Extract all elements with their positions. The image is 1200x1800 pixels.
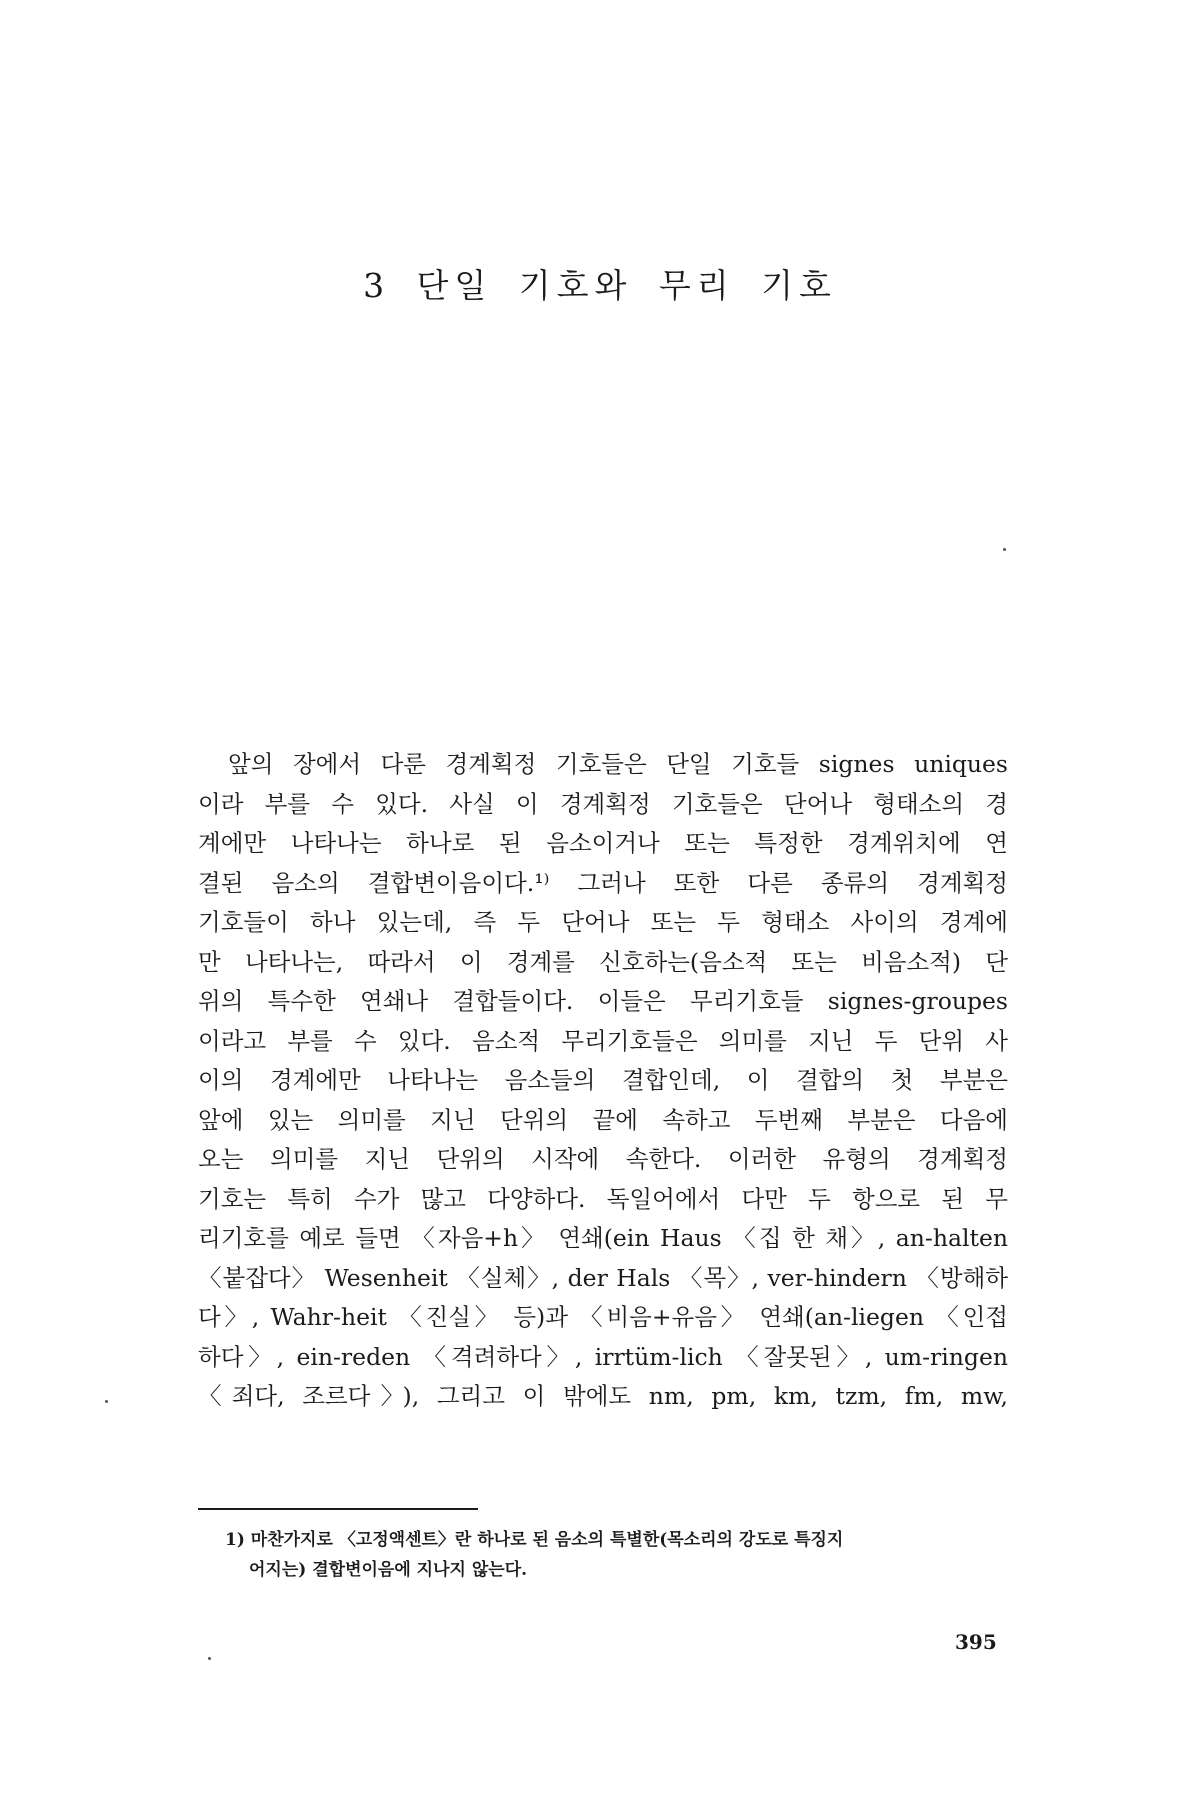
footnote-line: 1) 마찬가지로 〈고정액센트〉란 하나로 된 음소의 특별한(목소리의 강도로 특징지 — [225, 1530, 844, 1550]
body-line: 이라 부를 수 있다. 사실 이 경계획정 기호들은 단어나 형태소의 경 — [198, 789, 1008, 818]
body-line: 리기호를 예로 들면 〈자음+h〉 연쇄(ein Haus 〈집 한 채〉, an-halten — [198, 1224, 1008, 1252]
body-text — [198, 745, 1008, 1417]
scan-speck — [105, 1400, 108, 1403]
chapter-title: 3 단일 기호와 무리 기호 — [363, 266, 837, 306]
body-line: 〈붙잡다〉 Wesenheit 〈실체〉, der Hals 〈목〉, ver-hindern 〈방해하 — [198, 1263, 1008, 1292]
page-number: 395 — [955, 1630, 997, 1654]
body-line: 하다〉, ein-reden 〈격려하다〉, irrtüm-lich 〈잘못된〉, um-ringen — [198, 1342, 1008, 1371]
body-line: 기호는 특히 수가 많고 다양하다. 독일어에서 다만 두 항으로 된 무 — [198, 1184, 1008, 1213]
body-line: 기호들이 하나 있는데, 즉 두 단어나 또는 두 형태소 사이의 경계에 — [198, 908, 1008, 936]
body-line: 이라고 부를 수 있다. 음소적 무리기호들은 의미를 지닌 두 단위 사 — [198, 1026, 1008, 1055]
body-line: 〈죄다, 조르다〉), 그리고 이 밖에도 nm, pm, km, tzm, fm, mw, — [198, 1382, 1008, 1410]
footnotes — [225, 1525, 1005, 1585]
body-line: 위의 특수한 연쇄나 결합들이다. 이들은 무리기호들 signes-groupes — [198, 987, 1008, 1015]
scan-speck — [1003, 548, 1006, 551]
body-line: 오는 의미를 지닌 단위의 시작에 속한다. 이러한 유형의 경계획정 — [198, 1145, 1008, 1173]
body-line: 만 나타나는, 따라서 이 경계를 신호하는(음소적 또는 비음소적) 단 — [198, 947, 1008, 976]
body-line: 이의 경계에만 나타나는 음소들의 결합인데, 이 결합의 첫 부분은 — [198, 1066, 1008, 1094]
body-line: 결된 음소의 결합변이음이다.¹⁾ 그러나 또한 다른 종류의 경계획정 — [198, 868, 1008, 897]
footnote-line: 어지는) 결합변이음에 지나지 않는다. — [249, 1560, 528, 1580]
body-line: 앞에 있는 의미를 지닌 단위의 끝에 속하고 두번째 부분은 다음에 — [198, 1105, 1008, 1134]
scan-speck — [208, 1657, 211, 1660]
body-line: 앞의 장에서 다룬 경계획정 기호들은 단일 기호들 signes uniques — [228, 750, 1008, 778]
footnote-divider — [198, 1508, 478, 1510]
body-line: 다〉, Wahr-heit 〈진실〉 등)과 〈비음+유음〉 연쇄(an-liegen 〈인접 — [198, 1303, 1008, 1331]
body-line: 계에만 나타나는 하나로 된 음소이거나 또는 특정한 경계위치에 연 — [198, 829, 1008, 857]
